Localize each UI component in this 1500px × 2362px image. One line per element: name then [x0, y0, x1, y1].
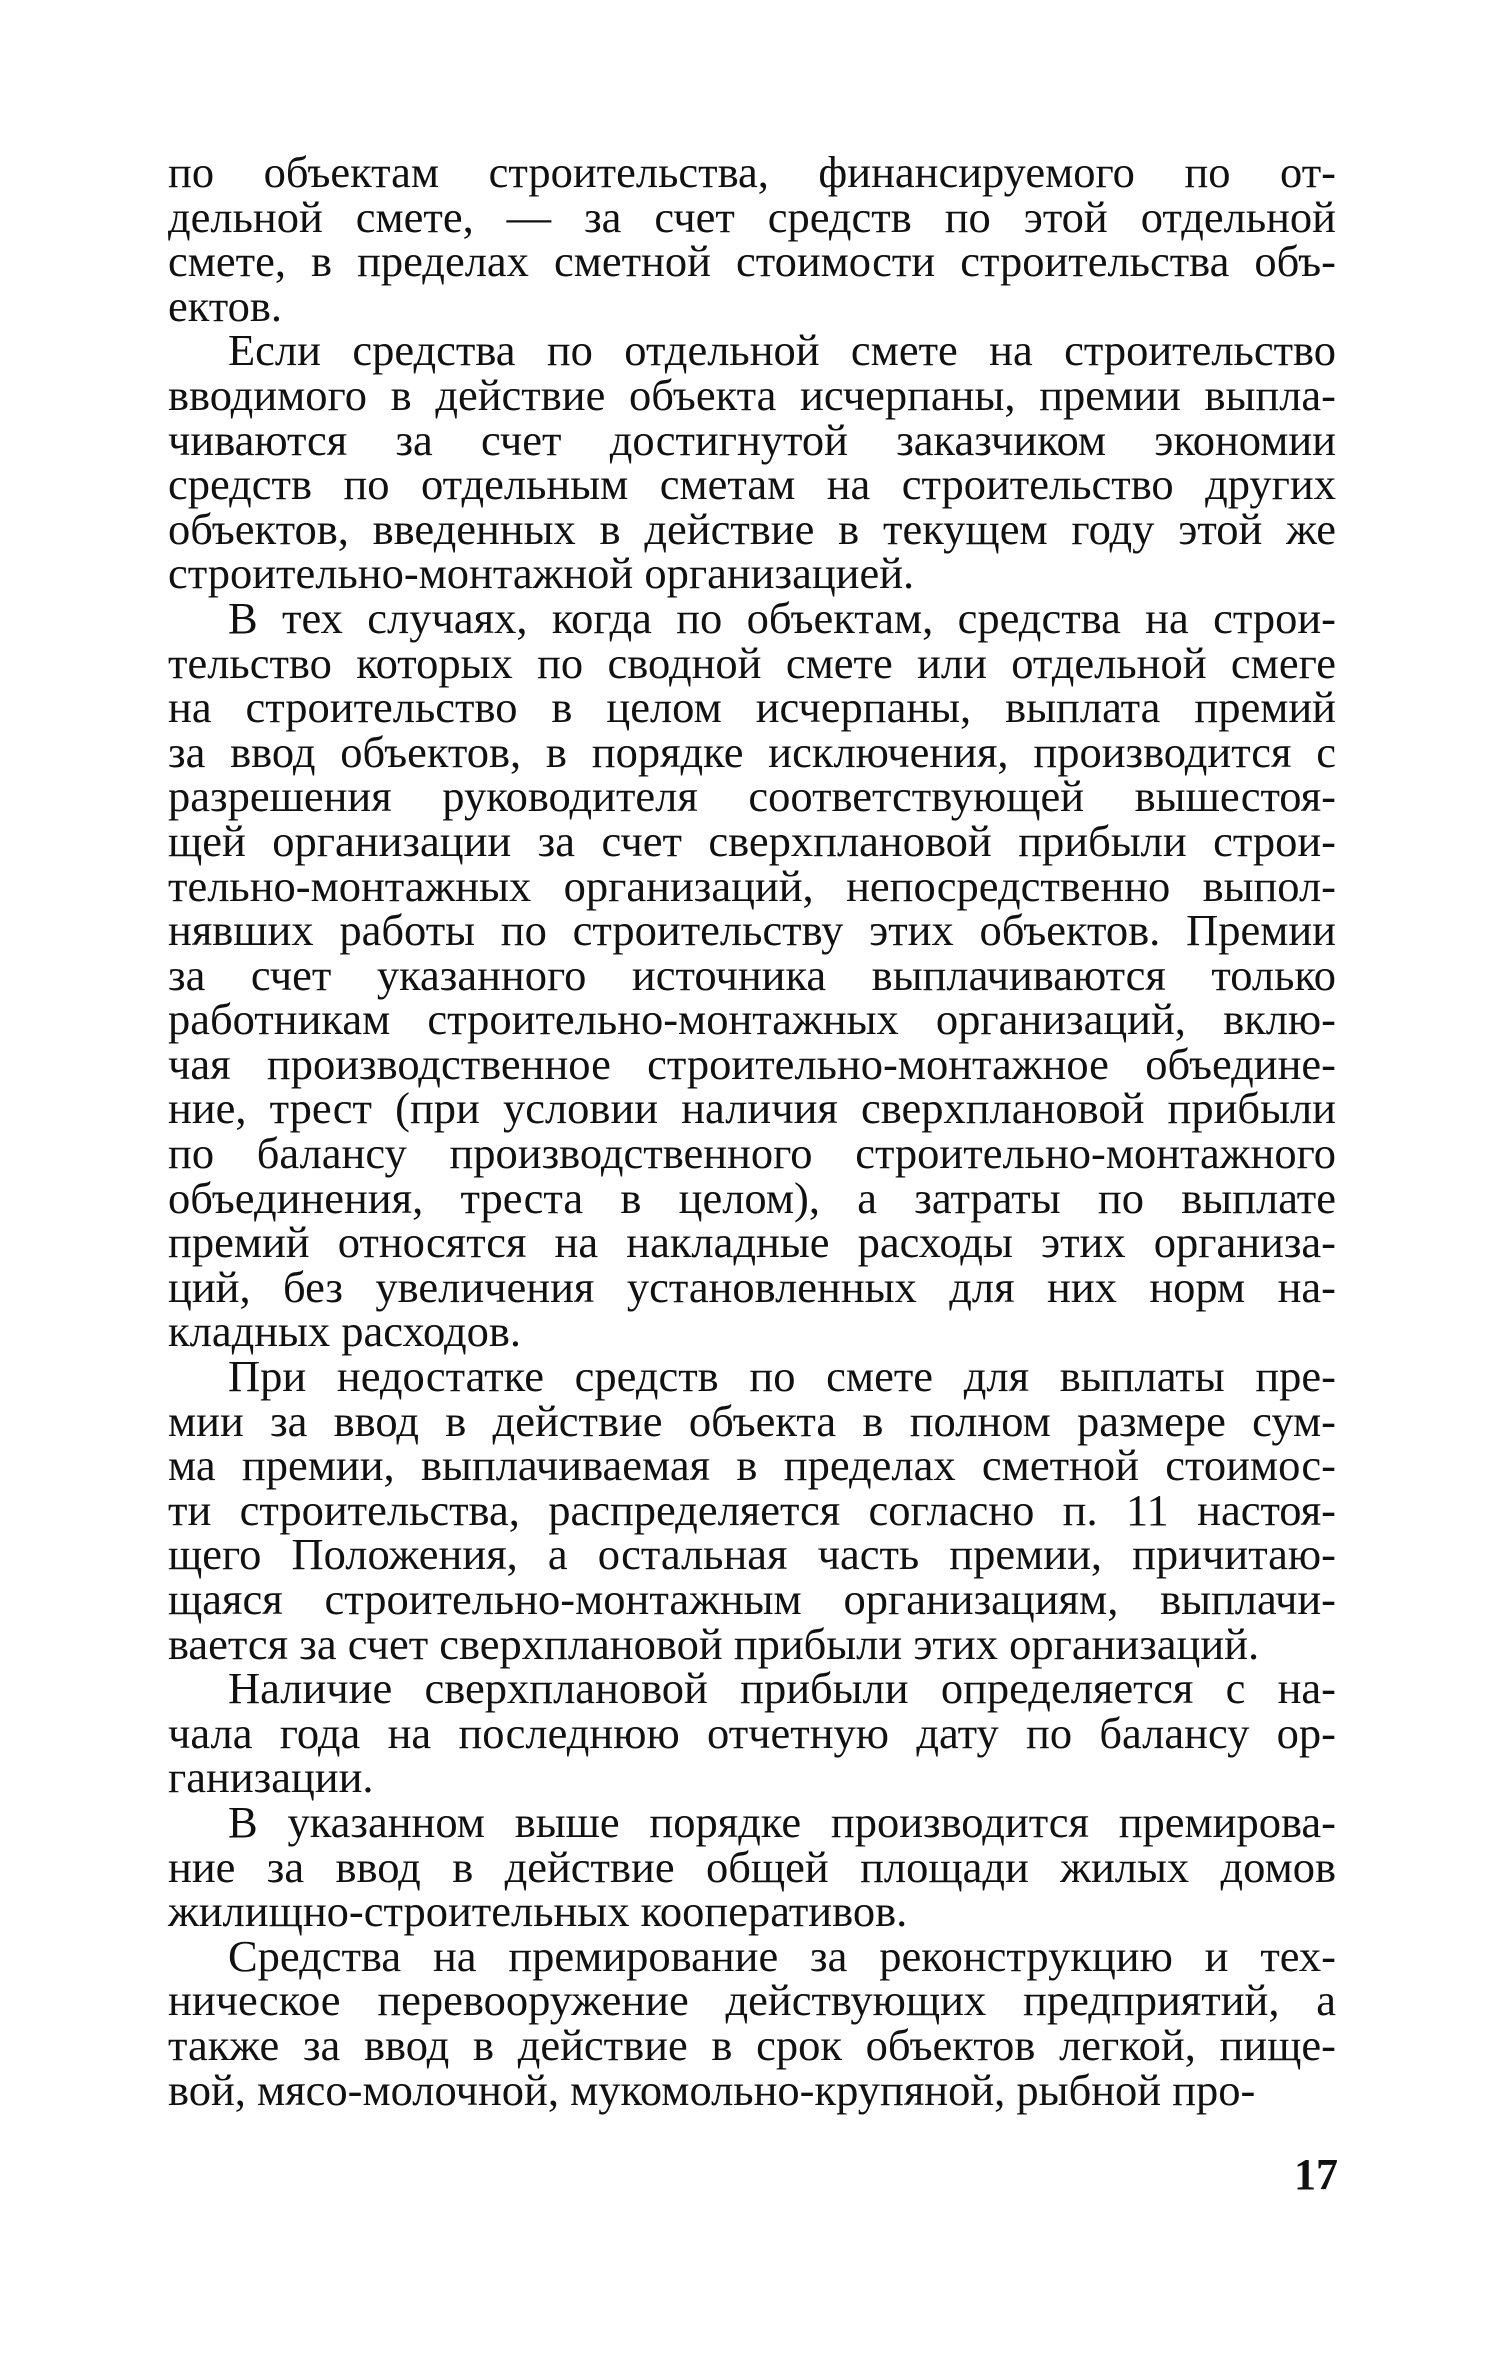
text-line: жилищно-строительных кооперативов. — [168, 1886, 908, 1937]
text-line: щего Положения, а остальная часть премии, причитаю- — [168, 1529, 1336, 1580]
text-line: мии за ввод в действие объекта в полном размере сум- — [168, 1395, 1336, 1446]
text-line: При недостатке средств по смете для выплаты пре- — [228, 1351, 1336, 1402]
text-line: чая производственное строительно-монтажное объедине- — [168, 1038, 1336, 1089]
paragraph — [168, 1930, 1336, 2115]
paragraph — [168, 1351, 1336, 1669]
text-line: В указанном выше порядке производится премирова- — [228, 1796, 1336, 1847]
text-line: вается за счет сверхплановой прибыли этих организаций. — [168, 1618, 1260, 1669]
text-line: кладных расходов. — [168, 1306, 522, 1357]
text-line: ма премии, выплачиваемая в пределах сметной стоимос- — [168, 1440, 1336, 1491]
text-line: чала года на последнюю отчетную дату по балансу ор- — [168, 1707, 1336, 1758]
paragraph — [168, 1796, 1336, 1937]
text-line: по объектам строительства, финансируемого по от- — [168, 147, 1336, 197]
text-line: строительно-монтажной организацией. — [168, 548, 915, 599]
text-line: ций, без увеличения установленных для них норм на- — [168, 1261, 1336, 1312]
text-line: объединения, треста в целом), а затраты по выплате — [168, 1172, 1336, 1223]
paragraph — [168, 147, 1336, 331]
text-line: также за ввод в действие в срок объектов легкой, пище- — [168, 2019, 1336, 2070]
text-line: Если средства по отдельной смете на строительство — [228, 325, 1336, 376]
paragraph — [168, 592, 1336, 1357]
text-line: премий относятся на накладные расходы этих организа- — [168, 1217, 1336, 1268]
paragraph — [168, 1663, 1336, 1803]
text-line: за счет указанного источника выплачиваются только — [168, 949, 1336, 1000]
text-line: разрешения руководителя соответствующей вышестоя- — [168, 771, 1336, 822]
text-line: щаяся строительно-монтажным организациям, выплачи- — [168, 1574, 1336, 1624]
text-line: по балансу производственного строительно-монтажного — [168, 1128, 1336, 1179]
text-line: объектов, введенных в действие в текущем году этой же — [168, 503, 1336, 554]
page-body — [168, 147, 1336, 2115]
text-line: работникам строительно-монтажных организаций, вклю- — [168, 994, 1336, 1045]
text-line: щей организации за счет сверхплановой прибыли строи- — [168, 815, 1336, 866]
text-line: тельно-монтажных организаций, непосредственно выпол- — [168, 860, 1336, 911]
text-line: ектов. — [168, 280, 283, 331]
page-number: 17 — [1294, 2150, 1338, 2199]
text-line: средств по отдельным сметам на строительство других — [168, 459, 1336, 510]
text-line: за ввод объектов, в порядке исключения, производится с — [168, 726, 1336, 777]
text-line: Наличие сверхплановой прибыли определяется с на- — [228, 1663, 1336, 1714]
text-line: Средства на премирование за реконструкцию и тех- — [228, 1930, 1336, 1981]
text-line: ти строительства, распределяется согласно п. 11 настоя- — [168, 1484, 1336, 1535]
text-line: нявших работы по строительству этих объектов. Премии — [168, 905, 1336, 956]
text-line: смете, в пределах сметной стоимости строительства объ- — [168, 236, 1336, 287]
text-line: ганизации. — [168, 1752, 374, 1803]
text-line: дельной смете, — за счет средств по этой отдельной — [168, 191, 1336, 242]
text-line: чиваются за счет достигнутой заказчиком экономии — [168, 414, 1336, 465]
text-line: ническое перевооружение действующих предприятий, а — [168, 1975, 1336, 2026]
text-line: ние, трест (при условии наличия сверхплановой прибыли — [168, 1083, 1336, 1134]
text-line: В тех случаях, когда по объектам, средства на строи- — [228, 592, 1336, 643]
text-line: на строительство в целом исчерпаны, выплата премий — [168, 682, 1336, 733]
text-line: вводимого в действие объекта исчерпаны, премии выпла- — [168, 369, 1336, 420]
paragraph — [168, 325, 1336, 599]
text-line: ние за ввод в действие общей площади жилых домов — [168, 1841, 1336, 1892]
text-line: вой, мясо-молочной, мукомольно-крупяной, рыбной про- — [168, 2064, 1256, 2115]
text-line: тельство которых по сводной смете или отдельной смеге — [168, 637, 1336, 688]
